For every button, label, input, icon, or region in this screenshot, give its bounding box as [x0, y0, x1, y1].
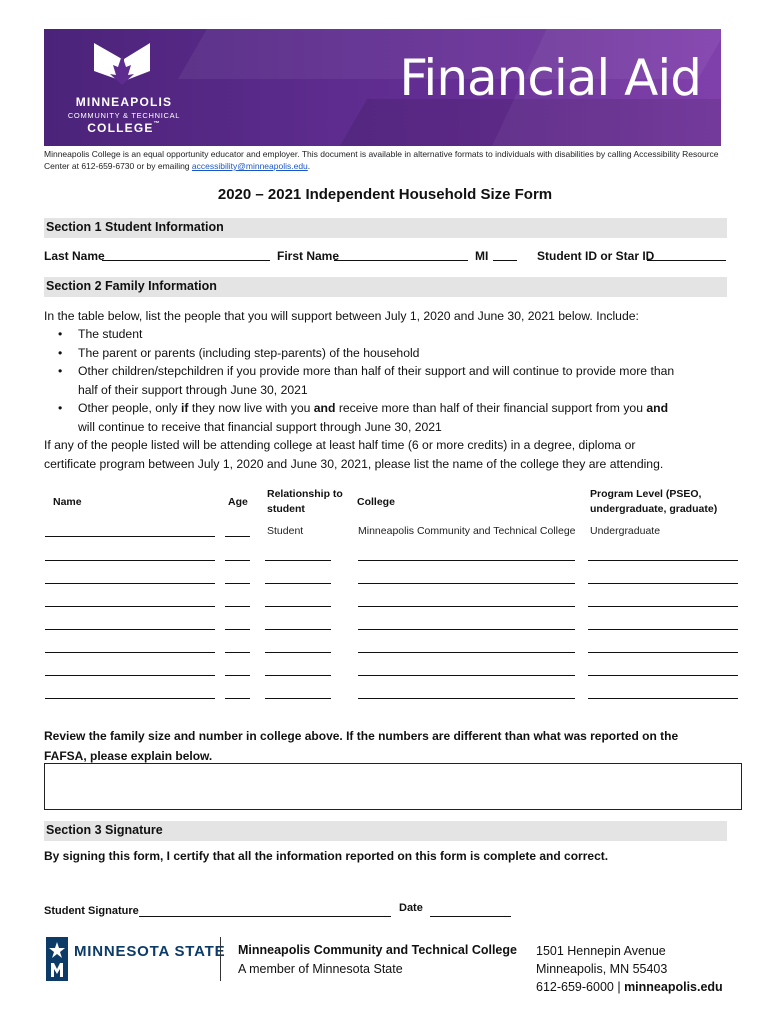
section3-header: Section 3 Signature	[44, 821, 727, 841]
last-name-label: Last Name	[44, 249, 105, 263]
relationship-cell[interactable]	[265, 583, 331, 584]
college-cell[interactable]	[358, 675, 575, 676]
relationship-cell[interactable]	[265, 652, 331, 653]
age-cell[interactable]	[225, 629, 250, 630]
age-cell[interactable]	[225, 652, 250, 653]
date-field[interactable]	[430, 906, 511, 917]
section2-intro: In the table below, list the people that you will support between July 1, 2020 and June 30, 2021 below. Include:	[44, 309, 639, 323]
section2-header: Section 2 Family Information	[44, 277, 727, 297]
logo-trademark: ™	[153, 121, 161, 127]
col-header-age: Age	[228, 496, 248, 508]
minnesota-state-wordmark: MINNESOTA STATE	[74, 943, 226, 960]
footer-address: 1501 Hennepin Avenue Minneapolis, MN 55403 612-659-6000 | minneapolis.edu	[536, 944, 723, 994]
relationship-cell[interactable]	[265, 675, 331, 676]
row1-relationship: Student	[267, 525, 304, 537]
program-cell[interactable]	[588, 560, 738, 561]
list-item: • Other people, only if they now live with you and receive more than half of their financial support from you and will continue to receive that financial support through June 30, 2021	[58, 399, 734, 436]
financial-aid-banner	[44, 29, 721, 146]
relationship-cell[interactable]	[265, 698, 331, 699]
relationship-cell[interactable]	[265, 606, 331, 607]
accessibility-notice: Minneapolis College is an equal opportunity educator and employer. This document is available in alternative formats to individuals with disabilities by calling Accessibility Resource Center at 612-659-6730 or by emailing accessibility@minneapolis.edu.	[44, 149, 719, 171]
college-cell[interactable]	[358, 698, 575, 699]
name-cell[interactable]	[45, 583, 215, 584]
first-name-field[interactable]	[334, 250, 468, 261]
col-header-relationship: Relationship to student	[267, 488, 343, 515]
name-cell[interactable]	[45, 652, 215, 653]
program-cell[interactable]	[588, 652, 738, 653]
date-label: Date	[399, 902, 423, 914]
college-note: If any of the people listed will be attending college at least half time (6 or more credits) in a degree, diploma or certificate program between July 1, 2020 and June 30, 2021, please list the name of the college they are attending.	[44, 438, 664, 471]
college-cell[interactable]	[358, 652, 575, 653]
age-cell[interactable]	[225, 583, 250, 584]
include-list	[58, 325, 734, 436]
row1-college: Minneapolis Community and Technical College	[358, 525, 576, 537]
name-cell[interactable]	[45, 606, 215, 607]
explanation-textbox[interactable]	[44, 763, 742, 810]
mi-field[interactable]	[493, 250, 517, 261]
college-logo-icon	[92, 41, 154, 93]
age-cell[interactable]	[225, 675, 250, 676]
signature-label: Student Signature	[44, 905, 139, 917]
minnesota-state-logo-icon	[46, 937, 68, 981]
col-header-program: Program Level (PSEO, undergraduate, graduate)	[590, 488, 718, 515]
banner-title: Financial Aid	[399, 49, 701, 107]
logo-text-college: COLLEGE	[87, 121, 154, 135]
list-item: • The student	[58, 325, 734, 344]
age-cell[interactable]	[225, 698, 250, 699]
col-header-college: College	[357, 496, 395, 508]
relationship-cell[interactable]	[265, 560, 331, 561]
mi-label: MI	[475, 249, 489, 263]
name-cell[interactable]	[45, 560, 215, 561]
form-title: 2020 – 2021 Independent Household Size Form	[217, 186, 553, 203]
college-cell[interactable]	[358, 606, 575, 607]
program-cell[interactable]	[588, 698, 738, 699]
first-name-label: First Name	[277, 249, 340, 263]
student-id-label: Student ID or Star ID	[537, 249, 655, 263]
row1-program: Undergraduate	[590, 525, 661, 537]
footer-college-name: Minneapolis Community and Technical College	[238, 943, 517, 957]
footer-divider	[220, 937, 221, 981]
program-cell[interactable]	[588, 583, 738, 584]
website-link[interactable]: minneapolis.edu	[624, 980, 723, 994]
name-cell[interactable]	[45, 629, 215, 630]
program-cell[interactable]	[588, 629, 738, 630]
name-cell[interactable]	[45, 675, 215, 676]
name-cell[interactable]	[45, 698, 215, 699]
college-cell[interactable]	[358, 583, 575, 584]
age-cell[interactable]	[225, 606, 250, 607]
college-cell[interactable]	[358, 560, 575, 561]
section1-header: Section 1 Student Information	[44, 218, 727, 238]
student-id-field[interactable]	[647, 250, 726, 261]
age-cell[interactable]	[225, 536, 250, 537]
last-name-field[interactable]	[102, 250, 270, 261]
certification-statement: By signing this form, I certify that all the information reported on this form is complete and correct.	[44, 849, 609, 863]
review-instructions: Review the family size and number in college above. If the numbers are different than what was reported on the FAFSA, please explain below.	[44, 729, 679, 763]
program-cell[interactable]	[588, 606, 738, 607]
college-cell[interactable]	[358, 629, 575, 630]
footer-member-text: A member of Minnesota State	[238, 962, 403, 976]
list-item: • Other children/stepchildren if you provide more than half of their support and will continue to provide more than half of their support through June 30, 2021	[58, 362, 734, 399]
col-header-name: Name	[53, 496, 82, 508]
signature-field[interactable]	[139, 906, 391, 917]
logo-text-community: COMMUNITY & TECHNICAL	[67, 111, 181, 120]
logo-text-minneapolis: MINNEAPOLIS	[75, 95, 173, 109]
accessibility-email-link[interactable]: accessibility@minneapolis.edu	[191, 161, 308, 171]
program-cell[interactable]	[588, 675, 738, 676]
list-item: • The parent or parents (including step-parents) of the household	[58, 344, 734, 363]
relationship-cell[interactable]	[265, 629, 331, 630]
name-cell[interactable]	[45, 536, 215, 537]
age-cell[interactable]	[225, 560, 250, 561]
